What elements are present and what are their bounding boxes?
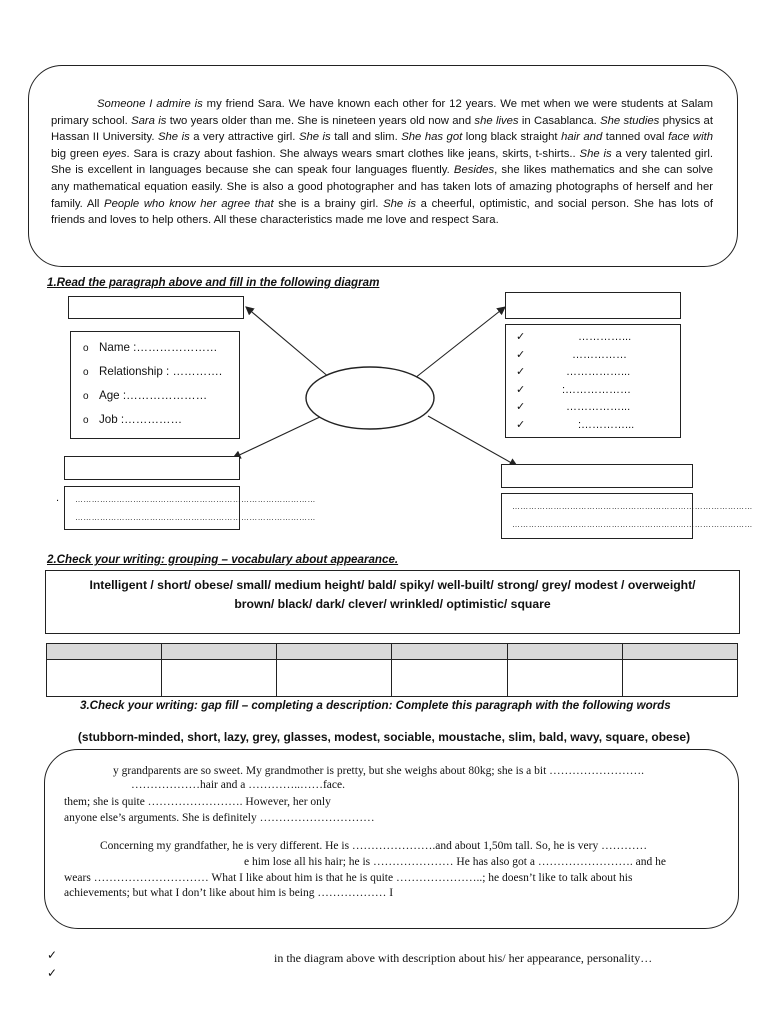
check-item: ✓ :…………... bbox=[506, 417, 680, 435]
check-item: ✓ …………... bbox=[506, 329, 680, 347]
gap-line-6: e him lose all his hair; he is ………………… He has also got a ……………………. and he bbox=[244, 856, 666, 868]
paragraph-segment: hair and bbox=[561, 131, 603, 144]
grouping-table bbox=[46, 643, 738, 697]
writing-line: …………………………………………………………………………… bbox=[75, 513, 316, 522]
check-item: ✓ ……………... bbox=[506, 399, 680, 417]
table-header-row bbox=[47, 644, 738, 660]
paragraph-segment: Sara is bbox=[131, 114, 167, 127]
table-cell[interactable] bbox=[47, 660, 162, 697]
checkmark-icon: ✓ bbox=[516, 348, 526, 361]
arrow-top-left bbox=[246, 307, 330, 378]
info-item-relationship: o Relationship : …………. bbox=[83, 365, 223, 378]
paragraph-segment: a cheerful, optimistic, and social person. She has lots of friends and loves to help others. All these characteristics made me love and respect Sara. bbox=[51, 197, 713, 227]
word-bank: (stubborn-minded, short, lazy, grey, glasses, modest, sociable, moustache, slim, bald, wavy, square, obese) bbox=[77, 730, 691, 744]
arrow-bottom-left bbox=[233, 416, 322, 458]
vocabulary-line-1: Intelligent / short/ obese/ small/ medium height/ bald/ spiky/ well-built/ strong/ grey/ modest / overweight/ bbox=[89, 578, 696, 592]
paragraph-segment: physics at Hassan II University. bbox=[51, 114, 713, 144]
paragraph-segment: She is bbox=[298, 131, 331, 144]
paragraph-segment: She is bbox=[383, 197, 416, 210]
table-row bbox=[47, 660, 738, 697]
arrow-top-right bbox=[415, 307, 505, 378]
checkmark-icon: ✓ bbox=[516, 366, 526, 379]
table-cell[interactable] bbox=[507, 660, 622, 697]
paragraph-segment: a very talented girl. She is excellent in languages because she can speak four languages fluently. bbox=[51, 147, 713, 177]
table-cell[interactable] bbox=[162, 660, 277, 697]
paragraph-segment: , she likes mathematics and she can solve any mathematical equation easily. She is also a good photographer and has taken lots of amazing photographs of herself and her family. All bbox=[51, 164, 713, 210]
center-ellipse bbox=[306, 367, 434, 429]
gap-line-1: y grandparents are so sweet. My grandmother is pretty, but she weighs about 80kg; she is a bit ……………………. bbox=[113, 765, 645, 777]
check-item: ✓ ……………... bbox=[506, 364, 680, 382]
table-cell[interactable] bbox=[277, 660, 392, 697]
gap-line-2: ………………hair and a …………..……face. bbox=[131, 779, 345, 791]
bottom-right-lines-box bbox=[501, 493, 753, 539]
paragraph-segment: People who know her agree that bbox=[104, 197, 274, 210]
check-item: ✓ :……………… bbox=[506, 382, 680, 400]
top-left-heading-box[interactable] bbox=[68, 296, 244, 319]
arrow-bottom-right bbox=[428, 416, 517, 466]
paragraph-segment: in Casablanca. bbox=[518, 114, 601, 127]
paragraph-segment: face with bbox=[668, 131, 714, 144]
paragraph-segment: two years older than me. She is nineteen years old now and bbox=[166, 114, 475, 127]
table-header-cell[interactable] bbox=[622, 644, 737, 660]
stray-dot: . bbox=[56, 492, 60, 504]
checkmark-icon: ✓ bbox=[516, 418, 526, 431]
gap-line-4: anyone else’s arguments. She is definitely ………………………… bbox=[64, 812, 375, 824]
bottom-right-heading-box[interactable] bbox=[501, 464, 693, 488]
table-header-cell[interactable] bbox=[277, 644, 392, 660]
paragraph-segment: Besides bbox=[453, 164, 495, 177]
info-item-job: o Job :…………… bbox=[83, 413, 183, 426]
paragraph-segment: tanned oval bbox=[602, 131, 669, 144]
table-header-cell[interactable] bbox=[392, 644, 507, 660]
personal-info-box bbox=[70, 331, 240, 439]
paragraph-segment: She is bbox=[579, 147, 612, 160]
info-item-age: o Age :………………… bbox=[83, 389, 208, 402]
writing-line: …………………………………………………………………………… bbox=[512, 502, 753, 511]
section1-title: 1.Read the paragraph above and fill in the following diagram bbox=[47, 276, 380, 289]
table-header-cell[interactable] bbox=[47, 644, 162, 660]
paragraph-segment: long black straight bbox=[462, 131, 562, 144]
writing-line: …………………………………………………………………………… bbox=[512, 520, 753, 529]
check-item: ✓ …………… bbox=[506, 347, 680, 365]
bottom-checkmark-icon: ✓ bbox=[47, 966, 58, 980]
table-header-cell[interactable] bbox=[507, 644, 622, 660]
paragraph-segment: She studies bbox=[600, 114, 660, 127]
paragraph-segment: my friend Sara. We have known each other for 12 years. We met when we were students at Salam primary school. bbox=[51, 98, 713, 127]
paragraph-segment: big green bbox=[51, 147, 103, 160]
checkmark-icon: ✓ bbox=[516, 383, 526, 396]
paragraph-segment: tall and slim. bbox=[330, 131, 402, 144]
table-cell[interactable] bbox=[392, 660, 507, 697]
bottom-left-lines-box bbox=[64, 486, 316, 530]
bottom-left-heading-box[interactable] bbox=[64, 456, 240, 480]
bottom-checkmark-icon: ✓ bbox=[47, 948, 58, 962]
checklist-box bbox=[505, 324, 681, 438]
checkmark-icon: ✓ bbox=[516, 401, 526, 414]
paragraph-segment: Someone I admire is bbox=[97, 98, 203, 110]
table-header-cell[interactable] bbox=[162, 644, 277, 660]
paragraph-segment: she is a brainy girl. bbox=[273, 197, 384, 210]
checkmark-icon: ✓ bbox=[516, 331, 526, 343]
vocabulary-line-2: brown/ black/ dark/ clever/ wrinkled/ optimistic/ square bbox=[234, 597, 551, 611]
info-item-name: o Name :………………… bbox=[83, 341, 218, 354]
paragraph-segment: eyes bbox=[102, 147, 127, 160]
paragraph-segment: she lives bbox=[474, 114, 519, 127]
paragraph-segment: She has got bbox=[401, 131, 463, 144]
vocabulary-box bbox=[45, 570, 740, 634]
gap-line-3: them; she is quite ……………………. However, her only bbox=[64, 796, 331, 808]
paragraph-segment: She is bbox=[157, 131, 190, 144]
table-cell[interactable] bbox=[622, 660, 737, 697]
top-right-heading-box[interactable] bbox=[505, 292, 681, 319]
gap-line-8: achievements; but what I don’t like about him is being ……………… I bbox=[64, 887, 394, 899]
section2-title: 2.Check your writing: grouping – vocabulary about appearance. bbox=[47, 553, 399, 566]
writing-line: …………………………………………………………………………… bbox=[75, 495, 316, 504]
section3-title: 3.Check your writing: gap fill – completing a description: Complete this paragraph with the following words bbox=[80, 699, 671, 712]
paragraph-segment: . Sara is crazy about fashion. She always wears smart clothes like jeans, skirts, t-shirts.. bbox=[126, 147, 580, 160]
bottom-instruction: in the diagram above with description about his/ her appearance, personality… bbox=[274, 951, 653, 965]
gap-line-7: wears ………………………… What I like about him is that he is quite …………………..; he doesn’t like to talk about his bbox=[64, 872, 633, 884]
gap-line-5: Concerning my grandfather, he is very different. He is ………………….and about 1,50m tall. So, he is very ………… bbox=[100, 840, 648, 852]
paragraph-segment: a very attractive girl. bbox=[189, 131, 299, 144]
